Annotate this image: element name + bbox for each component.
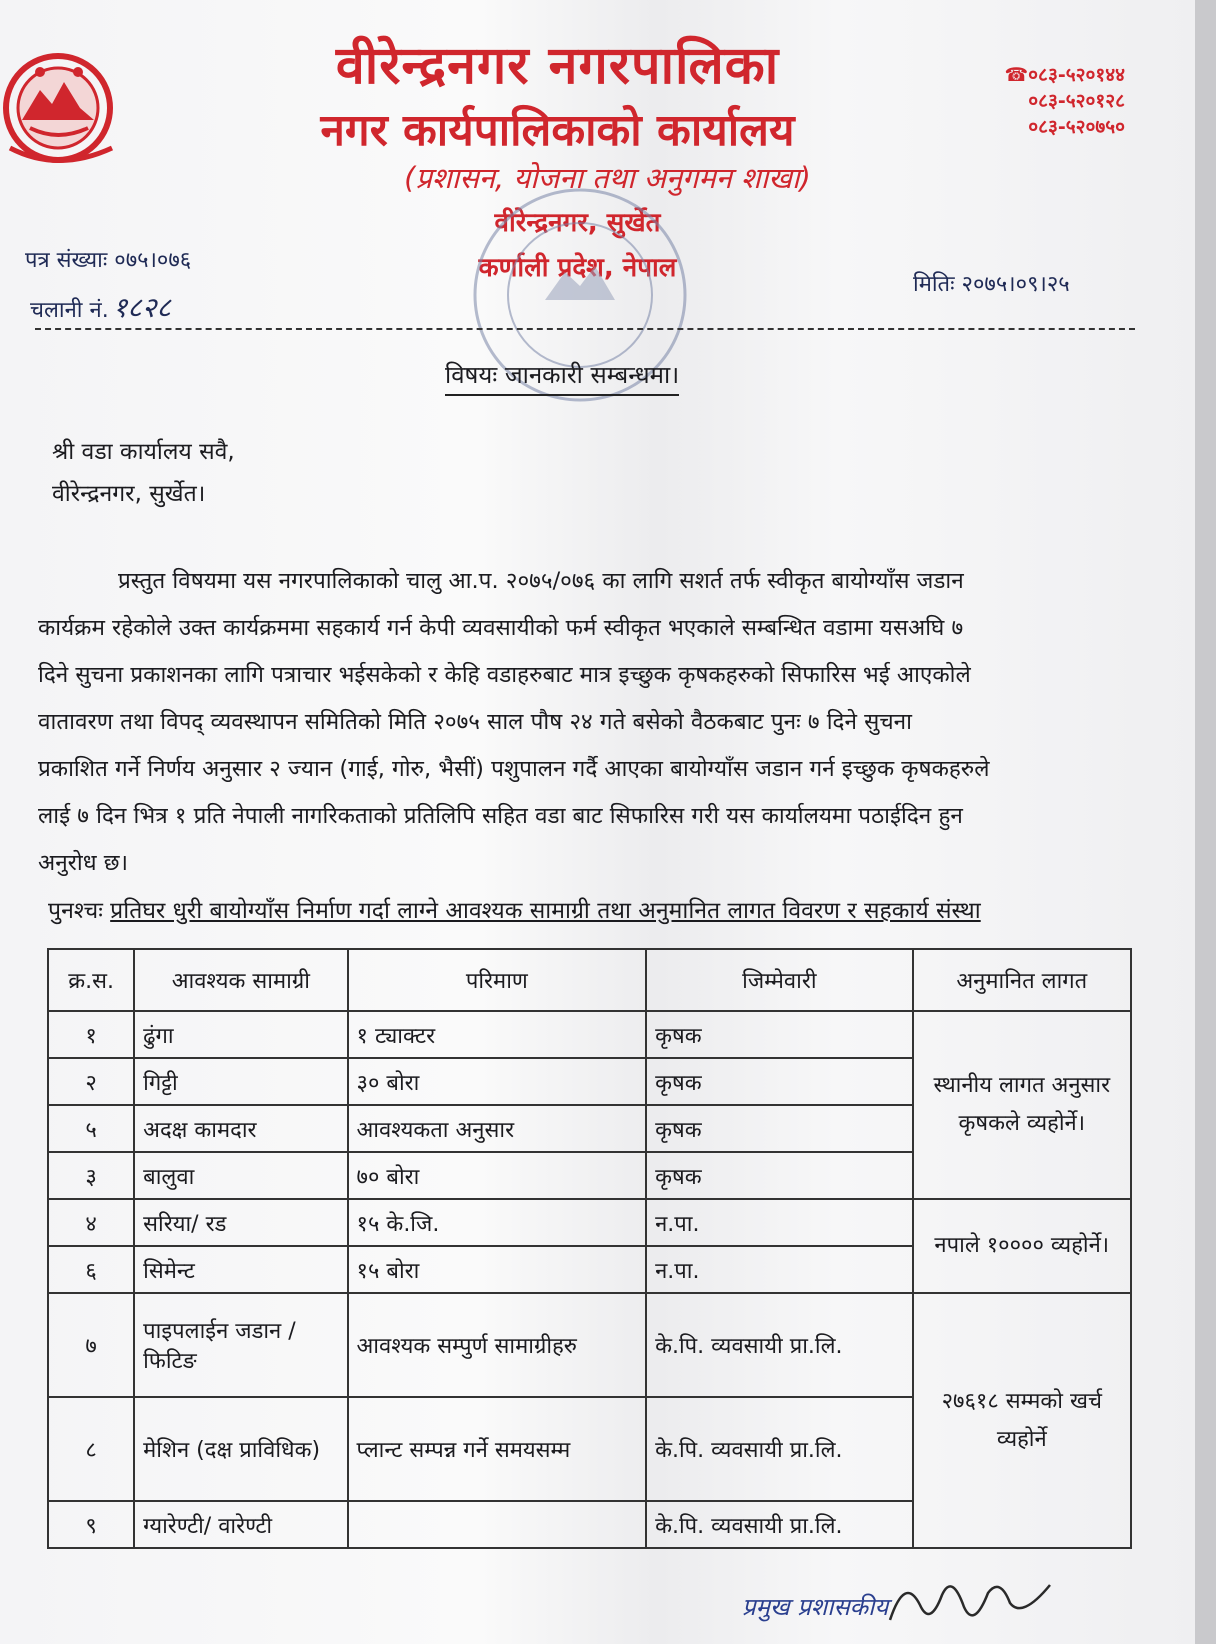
row-sn: ७ [48,1293,134,1397]
section-name: (प्रशासन, योजना तथा अनुगमन शाखा) [404,161,811,195]
table-header-row [48,949,1131,1011]
row-resp: के.पि. व्यवसायी प्रा.लि. [646,1397,912,1501]
row-sn: १ [48,1011,134,1058]
header-divider [35,328,1135,330]
body-line: प्रस्तुत विषयमा यस नगरपालिकाको चालु आ.प. २०७५/०७६ का लागि सशर्त तर्फ स्वीकृत बायोग्याँस जडान [118,568,964,594]
phone-numbers [985,62,1125,140]
table-row [48,1199,1131,1246]
row-resp: के.पि. व्यवसायी प्रा.लि. [646,1501,912,1548]
row-item: अदक्ष कामदार [134,1105,347,1152]
reference-number: पत्र संख्याः ०७५।०७६ [25,248,192,273]
row-item: ग्यारेण्टी/ वारेण्टी [134,1501,347,1548]
materials-table [47,948,1132,1549]
postscript-text: प्रतिघर धुरी बायोग्याँस निर्माण गर्दा लाग्ने आवश्यक सामाग्री तथा अनुमानित लागत विवरण र सहकार्य संस्था [110,898,981,924]
handwritten-signature-icon [880,1565,1060,1640]
addressee-line2: वीरेन्द्रनगर, सुर्खेत। [52,481,206,507]
body-line: अनुरोध छ। [38,850,128,876]
table-row [48,1293,1131,1397]
row-qty: १५ के.जि. [348,1199,647,1246]
body-line: कार्यक्रम रहेकोले उक्त कार्यक्रममा सहकार्य गर्न केपी व्यवसायीको फर्म स्वीकृत भएकाले सम्बन्धित वडामा यसअघि ७ [38,615,964,641]
phone-1: ☎०८३-५२०१४४ [1004,64,1125,86]
row-sn: ५ [48,1105,134,1152]
row-sn: ३ [48,1152,134,1199]
page-edge [1195,0,1216,1644]
body-line: लाई ७ दिन भित्र १ प्रति नेपाली नागरिकताको प्रतिलिपि सहित वडा बाट सिफारिस गरी यस कार्यालयमा पठाईदिन हुन [38,803,963,829]
row-qty: १ ट्याक्टर [348,1011,647,1058]
subject-line: विषयः जानकारी सम्बन्धमा। [445,358,679,396]
postscript-label: पुनश्चः [48,898,103,924]
row-qty: ७० बोरा [348,1152,647,1199]
row-qty: १५ बोरा [348,1246,647,1293]
header-sn: क्र.स. [48,949,134,1011]
signatory-title: प्रमुख प्रशासकीय [742,1593,889,1621]
row-qty: आवश्यकता अनुसार [348,1105,647,1152]
cost-group-municipality: नपाले १०००० व्यहोर्ने। [913,1199,1131,1293]
row-item: बालुवा [134,1152,347,1199]
dispatch-number [30,288,171,326]
row-resp: कृषक [646,1011,912,1058]
row-sn: ८ [48,1397,134,1501]
row-sn: ६ [48,1246,134,1293]
row-qty [348,1501,647,1548]
row-item: सरिया/ रड [134,1199,347,1246]
dispatch-value: १८२८ [112,291,171,324]
row-qty: आवश्यक सम्पुर्ण सामाग्रीहरु [348,1293,647,1397]
dispatch-label: चलानी नं. [30,298,109,323]
row-item: गिट्टी [134,1058,347,1105]
cost-group-firm: २७६१८ सम्मको खर्च व्यहोर्ने [913,1293,1131,1548]
office-name: नगर कार्यपालिकाको कार्यालय [320,105,795,156]
letter-date: मितिः २०७५।०९।२५ [913,272,1070,297]
phone-2: ०८३-५२०१२८ [1028,90,1125,112]
location-line1: वीरेन्द्रनगर, सुर्खेत [494,208,661,238]
table-row [48,1011,1131,1058]
header-item: आवश्यक सामाग्री [134,949,347,1011]
body-line: प्रकाशित गर्ने निर्णय अनुसार २ ज्यान (गाई, गोरु, भैसीं) पशुपालन गर्दै आएका बायोग्याँस जडान गर्न इच्छुक कृषकहरुले [38,756,990,782]
row-item: पाइपलाईन जडान / फिटिङ [134,1293,347,1397]
row-resp: के.पि. व्यवसायी प्रा.लि. [646,1293,912,1397]
row-item: मेशिन (दक्ष प्राविधिक) [134,1397,347,1501]
addressee-line1: श्री वडा कार्यालय सवै, [52,439,235,465]
phone-3: ०८३-५२०७५० [1028,116,1125,138]
row-item: ढुंगा [134,1011,347,1058]
row-sn: ९ [48,1501,134,1548]
row-resp: कृषक [646,1105,912,1152]
municipality-name: वीरेन्द्रनगर नगरपालिका [335,36,780,96]
header-qty: परिमाण [348,949,647,1011]
row-qty: ३० बोरा [348,1058,647,1105]
cost-group-farmer: स्थानीय लागत अनुसार कृषकले व्यहोर्ने। [913,1011,1131,1199]
location-line2: कर्णाली प्रदेश, नेपाल [478,253,677,283]
row-resp: कृषक [646,1152,912,1199]
row-qty: प्लान्ट सम्पन्न गर्ने समयसम्म [348,1397,647,1501]
body-line: वातावरण तथा विपद् व्यवस्थापन समितिको मिति २०७५ साल पौष २४ गते बसेको वैठकबाट पुनः ७ दिने सुचना [38,709,912,735]
body-line: दिने सुचना प्रकाशनका लागि पत्राचार भईसकेको र केहि वडाहरुबाट मात्र इच्छुक कृषकहरुको सिफारिस भई आएकोले [38,662,971,688]
row-sn: ४ [48,1199,134,1246]
row-resp: कृषक [646,1058,912,1105]
row-resp: न.पा. [646,1246,912,1293]
row-sn: २ [48,1058,134,1105]
letter-body [38,558,1138,887]
row-item: सिमेन्ट [134,1246,347,1293]
header-cost: अनुमानित लागत [913,949,1131,1011]
header-resp: जिम्मेवारी [646,949,912,1011]
row-resp: न.पा. [646,1199,912,1246]
postscript [48,893,981,925]
